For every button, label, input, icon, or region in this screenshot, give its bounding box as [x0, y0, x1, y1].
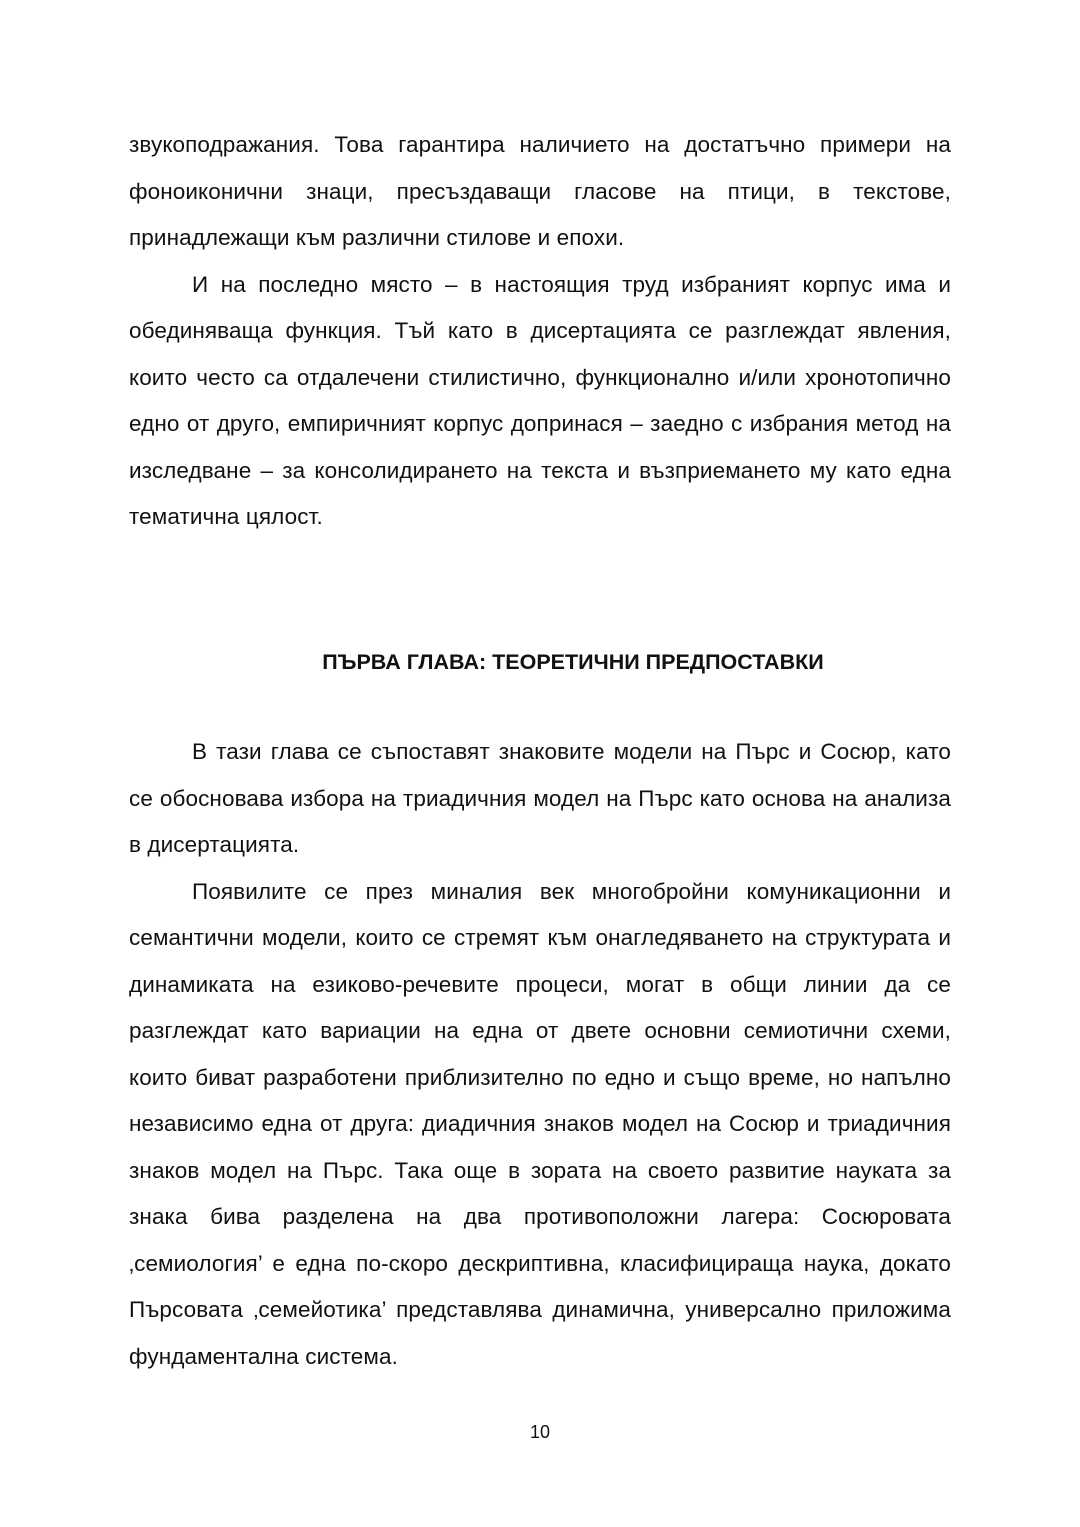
document-page [129, 122, 951, 1380]
spacer [129, 541, 951, 639]
spacer [129, 685, 951, 729]
chapter-heading: ПЪРВА ГЛАВА: ТЕОРЕТИЧНИ ПРЕДПОСТАВКИ [322, 649, 824, 674]
paragraph-semiotic-models: Появилите се през миналия век многобройни комуникационни и семантични модели, които се стремят към онагледяването на структурата и динамиката на езиково-речевите процеси, могат в общи линии да се разглеждат като вариации на една от двете основни семиотични схеми, които биват разработени приблизително по едно и също време, но напълно независимо една от друга: диадичния знаков модел на Сосюр и триадичния знаков модел на Пърс. Така още в зората на своето развитие науката за знака бива разделена на два противоположни лагера: Сосюровата ‚семиология’ е една по-скоро дескриптивна, класифицираща наука, докато Пърсовата ‚семейотика’ представлява динамична, универсално приложима фундаментална система. [129, 878, 951, 1369]
paragraph-corpus-function: И на последно място – в настоящия труд избраният корпус има и обединяваща функция. Тъй като в дисертацията се разглеждат явления, които често са отдалечени стилистично, функционално и/или хронотопично едно от друго, емпиричният корпус допринася – заедно с избрания метод на изследване – за консолидирането на текста и възприемането му като една тематична цялост. [129, 271, 951, 529]
paragraph-corpus-examples: звукоподражания. Това гарантира наличието на достатъчно примери на фоноиконични знаци, пресъздаващи гласове на птици, в текстове, принадлежащи към различни стилове и епохи. [129, 132, 951, 250]
page-number: 10 [529, 1422, 551, 1442]
paragraph-chapter-intro: В тази глава се съпоставят знаковите модели на Пърс и Сосюр, като се обосновава избора на триадичния модел на Пърс като основа на анализа в дисертацията. [129, 739, 951, 857]
